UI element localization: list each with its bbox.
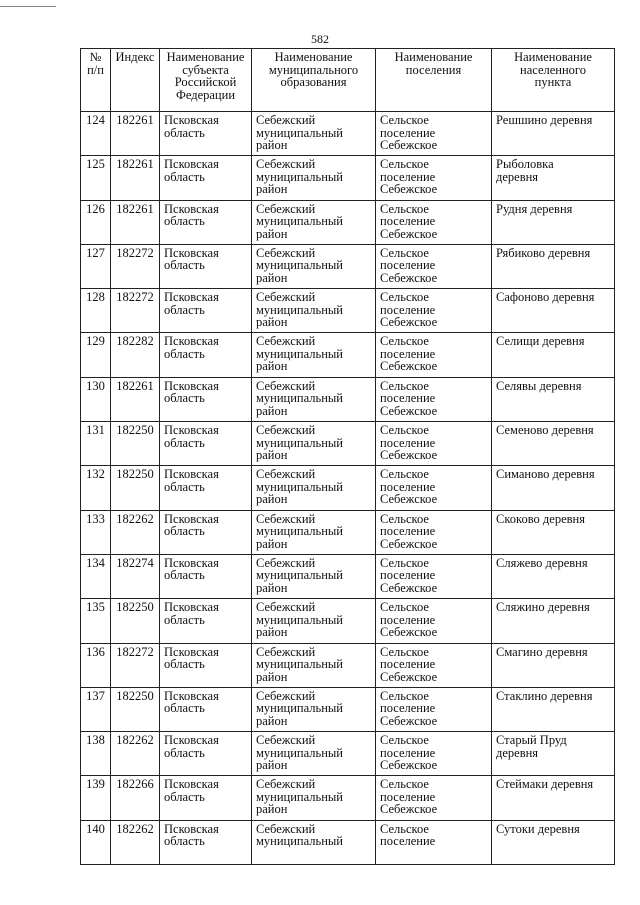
- row-subject-text: Псковская область: [164, 113, 219, 140]
- table-row: [81, 333, 615, 377]
- row-settlement: [376, 200, 492, 244]
- row-number-text: 130: [86, 378, 105, 393]
- row-subject-text: Псковская область: [164, 733, 219, 760]
- row-municipality: [252, 599, 376, 643]
- row-index-text: 182250: [116, 423, 154, 438]
- row-subject: [160, 510, 252, 554]
- row-subject: [160, 200, 252, 244]
- row-index-text: 182262: [116, 733, 154, 748]
- row-municipality: [252, 776, 376, 820]
- row-subject: [160, 112, 252, 156]
- table-header-row: [81, 49, 615, 112]
- row-index: [111, 776, 160, 820]
- row-number-text: 140: [86, 821, 105, 836]
- row-settlement-text: Сельское поселение: [380, 821, 436, 849]
- localities-table: [80, 48, 615, 865]
- row-number-text: 131: [86, 423, 105, 438]
- row-index: [111, 200, 160, 244]
- row-settlement-text: Сельское поселение Себежское: [380, 688, 438, 728]
- row-number: [81, 687, 111, 731]
- row-number: [81, 377, 111, 421]
- row-index: [111, 112, 160, 156]
- row-settlement-text: Сельское поселение Себежское: [380, 777, 438, 817]
- row-number: [81, 820, 111, 864]
- row-locality-text: Селищи деревня: [496, 334, 585, 349]
- table-row: [81, 244, 615, 288]
- row-locality-text: Рудня деревня: [496, 201, 573, 216]
- row-locality-text: Сутоки деревня: [496, 821, 580, 836]
- row-number: [81, 510, 111, 554]
- row-index-text: 182261: [116, 378, 154, 393]
- row-subject-text: Псковская область: [164, 555, 219, 583]
- row-subject-text: Псковская область: [164, 201, 219, 229]
- row-locality: [492, 732, 615, 776]
- row-number-text: 132: [86, 467, 105, 482]
- row-locality: [492, 687, 615, 731]
- row-municipality: [252, 244, 376, 288]
- row-index-text: 182250: [116, 600, 154, 615]
- row-subject-text: Псковская область: [164, 467, 219, 494]
- row-locality: [492, 289, 615, 333]
- row-settlement-text: Сельское поселение Себежское: [380, 157, 438, 197]
- row-settlement: [376, 820, 492, 864]
- row-municipality-text: Себежский муниципальный район: [256, 555, 343, 595]
- row-number-text: 127: [86, 245, 105, 260]
- row-subject-text: Псковская область: [164, 334, 219, 361]
- row-subject-text: Псковская область: [164, 423, 219, 450]
- row-municipality-text: Себежский муниципальный район: [256, 688, 343, 728]
- row-locality: [492, 466, 615, 510]
- row-municipality: [252, 333, 376, 377]
- row-locality-text: Скоково деревня: [496, 511, 585, 526]
- table-row: [81, 510, 615, 554]
- row-subject: [160, 244, 252, 288]
- header-subject: Наименование субъекта Российской Федерации: [160, 49, 252, 112]
- row-locality-text: Стаклино деревня: [496, 688, 593, 703]
- row-index-text: 182272: [116, 245, 154, 260]
- row-subject: [160, 732, 252, 776]
- row-municipality: [252, 377, 376, 421]
- row-number: [81, 554, 111, 598]
- row-subject: [160, 377, 252, 421]
- table-row: [81, 554, 615, 598]
- table-row: [81, 599, 615, 643]
- row-settlement: [376, 112, 492, 156]
- row-number-text: 129: [86, 334, 105, 349]
- row-subject-text: Псковская область: [164, 777, 219, 804]
- row-number: [81, 112, 111, 156]
- row-settlement-text: Сельское поселение Себежское: [380, 423, 438, 463]
- row-index-text: 182261: [116, 113, 154, 127]
- row-number-text: 133: [86, 511, 105, 526]
- row-locality: [492, 510, 615, 554]
- row-index: [111, 820, 160, 864]
- row-municipality: [252, 510, 376, 554]
- row-subject: [160, 289, 252, 333]
- row-subject: [160, 156, 252, 200]
- row-settlement-text: Сельское поселение Себежское: [380, 555, 438, 595]
- row-settlement: [376, 466, 492, 510]
- row-subject: [160, 643, 252, 687]
- row-number-text: 139: [86, 777, 105, 792]
- row-settlement-text: Сельское поселение Себежское: [380, 644, 438, 684]
- row-locality: [492, 776, 615, 820]
- row-number-text: 136: [86, 644, 105, 659]
- row-index: [111, 687, 160, 731]
- row-number: [81, 599, 111, 643]
- row-settlement-text: Сельское поселение Себежское: [380, 511, 438, 551]
- row-locality-text: Сафоново деревня: [496, 290, 595, 305]
- row-municipality: [252, 820, 376, 864]
- row-settlement: [376, 422, 492, 466]
- row-locality-text: Сляжево деревня: [496, 555, 588, 570]
- table-row: [81, 377, 615, 421]
- row-settlement: [376, 244, 492, 288]
- row-number: [81, 200, 111, 244]
- row-subject: [160, 687, 252, 731]
- row-number: [81, 156, 111, 200]
- row-index-text: 182272: [116, 290, 154, 305]
- row-settlement: [376, 599, 492, 643]
- row-locality-text: Селявы деревня: [496, 378, 582, 393]
- row-locality: [492, 377, 615, 421]
- row-number-text: 125: [86, 157, 105, 172]
- row-subject-text: Псковская область: [164, 157, 219, 184]
- row-subject-text: Псковская область: [164, 511, 219, 539]
- row-settlement-text: Сельское поселение Себежское: [380, 201, 438, 241]
- row-settlement: [376, 510, 492, 554]
- row-index-text: 182261: [116, 157, 154, 172]
- row-locality: [492, 333, 615, 377]
- row-subject-text: Псковская область: [164, 688, 219, 716]
- row-number: [81, 244, 111, 288]
- row-locality-text: Стеймаки деревня: [496, 777, 594, 792]
- row-municipality: [252, 732, 376, 776]
- row-settlement: [376, 377, 492, 421]
- row-index: [111, 643, 160, 687]
- row-municipality: [252, 643, 376, 687]
- row-municipality: [252, 156, 376, 200]
- row-municipality: [252, 687, 376, 731]
- row-subject-text: Псковская область: [164, 644, 219, 672]
- row-index-text: 182262: [116, 821, 154, 836]
- table-row: [81, 732, 615, 776]
- row-index: [111, 466, 160, 510]
- row-subject: [160, 554, 252, 598]
- row-locality: [492, 156, 615, 200]
- row-index: [111, 333, 160, 377]
- row-settlement: [376, 289, 492, 333]
- row-number-text: 124: [86, 113, 105, 127]
- row-locality: [492, 422, 615, 466]
- row-index: [111, 510, 160, 554]
- row-municipality-text: Себежский муниципальный район: [256, 644, 343, 684]
- row-number: [81, 643, 111, 687]
- row-index-text: 182250: [116, 467, 154, 482]
- row-municipality: [252, 112, 376, 156]
- row-index-text: 182266: [116, 777, 154, 792]
- header-locality: Наименование населенного пункта: [492, 49, 615, 112]
- row-index-text: 182272: [116, 644, 154, 659]
- row-settlement: [376, 554, 492, 598]
- row-index: [111, 554, 160, 598]
- row-subject-text: Псковская область: [164, 378, 219, 406]
- row-locality: [492, 200, 615, 244]
- row-number: [81, 732, 111, 776]
- row-municipality-text: Себежский муниципальный район: [256, 245, 343, 285]
- header-number: № п/п: [81, 49, 111, 112]
- row-settlement-text: Сельское поселение Себежское: [380, 600, 438, 640]
- row-locality-text: Семеново деревня: [496, 423, 594, 438]
- row-index: [111, 289, 160, 333]
- header-index: Индекс: [111, 49, 160, 112]
- page-number: 582: [311, 32, 329, 46]
- table-row: [81, 820, 615, 864]
- table-row: [81, 156, 615, 200]
- row-subject-text: Псковская область: [164, 821, 219, 849]
- row-settlement: [376, 776, 492, 820]
- row-index-text: 182250: [116, 688, 154, 703]
- row-municipality: [252, 289, 376, 333]
- row-index-text: 182261: [116, 201, 154, 216]
- row-index: [111, 732, 160, 776]
- row-locality-text: Смагино деревня: [496, 644, 588, 659]
- row-index-text: 182282: [116, 334, 154, 349]
- row-municipality: [252, 200, 376, 244]
- row-settlement-text: Сельское поселение Себежское: [380, 290, 438, 330]
- row-locality-text: Рыболовка деревня: [496, 157, 554, 184]
- row-number: [81, 466, 111, 510]
- row-number-text: 138: [86, 733, 105, 748]
- row-municipality-text: Себежский муниципальный район: [256, 113, 343, 152]
- row-subject-text: Псковская область: [164, 600, 219, 627]
- row-municipality-text: Себежский муниципальный район: [256, 511, 343, 551]
- row-settlement: [376, 732, 492, 776]
- scan-edge-line: [0, 6, 56, 7]
- row-index: [111, 156, 160, 200]
- row-subject-text: Псковская область: [164, 290, 219, 317]
- row-locality-text: Старый Пруд деревня: [496, 733, 567, 760]
- row-locality-text: Сляжино деревня: [496, 600, 590, 615]
- row-number-text: 135: [86, 600, 105, 615]
- row-index: [111, 422, 160, 466]
- row-settlement: [376, 156, 492, 200]
- row-index: [111, 244, 160, 288]
- row-settlement: [376, 643, 492, 687]
- row-locality: [492, 112, 615, 156]
- row-number-text: 128: [86, 290, 105, 305]
- row-locality: [492, 554, 615, 598]
- row-subject: [160, 333, 252, 377]
- table-body: [81, 112, 615, 865]
- header-municipality: Наименование муниципального образования: [252, 49, 376, 112]
- table-row: [81, 466, 615, 510]
- row-subject: [160, 776, 252, 820]
- row-subject: [160, 599, 252, 643]
- row-municipality: [252, 466, 376, 510]
- row-subject: [160, 466, 252, 510]
- table-row: [81, 776, 615, 820]
- row-locality: [492, 820, 615, 864]
- row-municipality-text: Себежский муниципальный район: [256, 733, 343, 773]
- row-municipality-text: Себежский муниципальный район: [256, 600, 343, 640]
- table-row: [81, 289, 615, 333]
- row-municipality-text: Себежский муниципальный район: [256, 334, 343, 374]
- row-settlement: [376, 333, 492, 377]
- row-municipality: [252, 422, 376, 466]
- row-settlement-text: Сельское поселение Себежское: [380, 334, 438, 374]
- row-index-text: 182274: [116, 555, 154, 570]
- row-municipality-text: Себежский муниципальный район: [256, 423, 343, 463]
- row-index: [111, 599, 160, 643]
- row-settlement-text: Сельское поселение Себежское: [380, 245, 438, 285]
- row-settlement: [376, 687, 492, 731]
- row-municipality-text: Себежский муниципальный район: [256, 777, 343, 817]
- row-municipality-text: Себежский муниципальный район: [256, 157, 343, 197]
- row-settlement-text: Сельское поселение Себежское: [380, 113, 438, 152]
- row-locality: [492, 643, 615, 687]
- table-row: [81, 200, 615, 244]
- row-number: [81, 776, 111, 820]
- row-municipality-text: Себежский муниципальный район: [256, 467, 343, 507]
- row-municipality-text: Себежский муниципальный: [256, 821, 343, 849]
- row-settlement-text: Сельское поселение Себежское: [380, 733, 438, 773]
- row-municipality-text: Себежский муниципальный район: [256, 290, 343, 330]
- row-settlement-text: Сельское поселение Себежское: [380, 378, 438, 418]
- row-subject: [160, 820, 252, 864]
- table-row: [81, 643, 615, 687]
- table-row: [81, 687, 615, 731]
- row-municipality: [252, 554, 376, 598]
- row-subject-text: Псковская область: [164, 245, 219, 273]
- row-number-text: 126: [86, 201, 105, 216]
- row-index-text: 182262: [116, 511, 154, 526]
- row-settlement-text: Сельское поселение Себежское: [380, 467, 438, 507]
- row-locality: [492, 599, 615, 643]
- row-index: [111, 377, 160, 421]
- row-municipality-text: Себежский муниципальный район: [256, 201, 343, 241]
- row-number-text: 134: [86, 555, 105, 570]
- row-locality-text: Рябиково деревня: [496, 245, 591, 260]
- row-number-text: 137: [86, 688, 105, 703]
- row-number: [81, 422, 111, 466]
- row-locality-text: Решшино деревня: [496, 113, 593, 127]
- row-locality: [492, 244, 615, 288]
- row-subject: [160, 422, 252, 466]
- header-settlement: Наименование поселения: [376, 49, 492, 112]
- table-row: [81, 112, 615, 156]
- table-row: [81, 422, 615, 466]
- row-municipality-text: Себежский муниципальный район: [256, 378, 343, 418]
- row-number: [81, 333, 111, 377]
- row-locality-text: Симаново деревня: [496, 467, 595, 482]
- row-number: [81, 289, 111, 333]
